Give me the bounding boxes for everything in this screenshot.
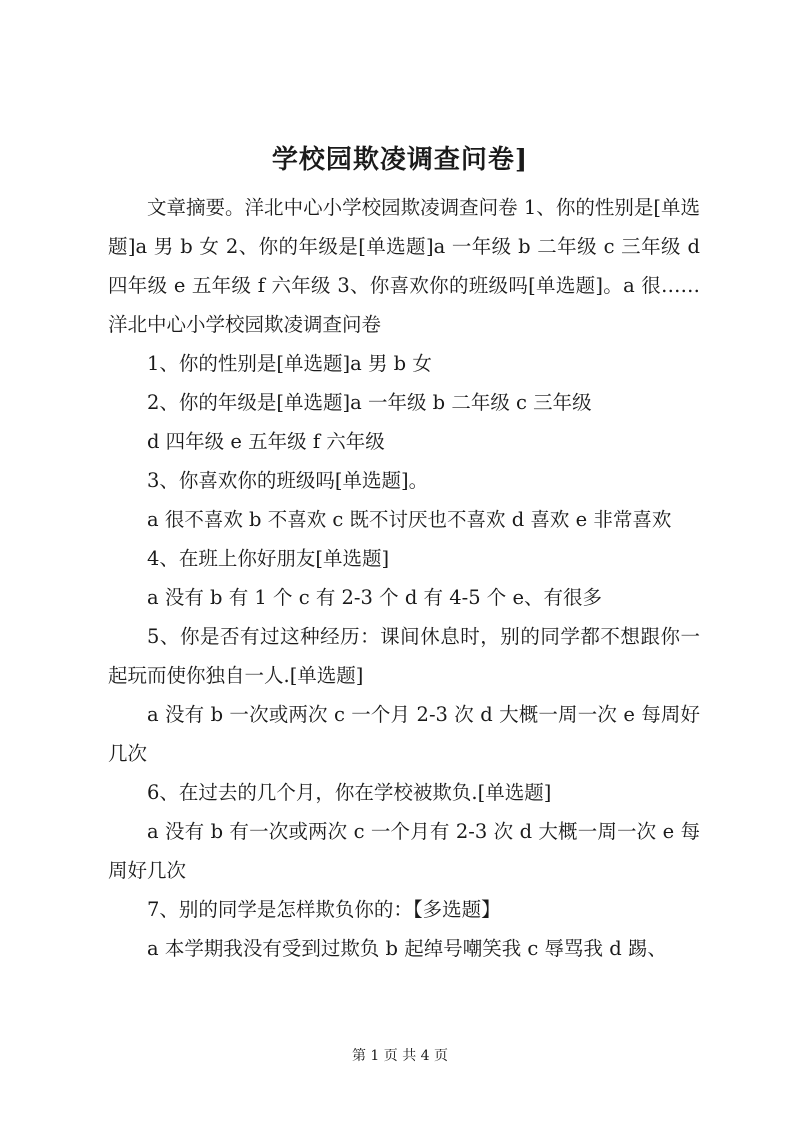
question-2-options: d 四年级 e 五年级 f 六年级 xyxy=(147,430,385,453)
question-5-options: a 没有 b 一次或两次 c 一个月 2-3 次 d 大概一周一次 e 每周好几次 xyxy=(108,703,700,765)
question-7: 7、别的同学是怎样欺负你的：【多选题】 xyxy=(147,898,501,921)
page-number-footer: 第 1 页 共 4 页 xyxy=(351,1048,449,1064)
question-4: 4、在班上你好朋友[单选题] xyxy=(147,547,390,570)
question-6-options: a 没有 b 有一次或两次 c 一个月有 2-3 次 d 大概一周一次 e 每周好几次 xyxy=(108,820,700,882)
document-body xyxy=(108,188,700,968)
question-3: 3、你喜欢你的班级吗[单选题]。 xyxy=(147,469,429,492)
question-5: 5、你是否有过这种经历：课间休息时，别的同学都不想跟你一起玩而使你独自一人.[单选题] xyxy=(108,625,700,687)
question-2: 2、你的年级是[单选题]a 一年级 b 二年级 c 三年级 xyxy=(147,391,592,414)
question-1: 1、你的性别是[单选题]a 男 b 女 xyxy=(147,352,432,375)
question-6: 6、在过去的几个月，你在学校被欺负.[单选题] xyxy=(147,781,552,804)
document-title: 学校园欺凌调查问卷] xyxy=(271,145,529,175)
summary-paragraph: 文章摘要。洋北中心小学校园欺凌调查问卷 1、你的性别是[单选题]a 男 b 女 2、你的年级是[单选题]a 一年级 b 二年级 c 三年级 d 四年级 e 五年级 f 六年级 3、你喜欢你的班级吗[单选题]。a 很……洋北中心小学校园欺凌调查问卷 xyxy=(108,196,700,336)
question-3-options: a 很不喜欢 b 不喜欢 c 既不讨厌也不喜欢 d 喜欢 e 非常喜欢 xyxy=(147,508,672,531)
question-4-options: a 没有 b 有 1 个 c 有 2-3 个 d 有 4-5 个 e、有很多 xyxy=(147,586,603,609)
question-7-options: a 本学期我没有受到过欺负 b 起绰号嘲笑我 c 辱骂我 d 踢、 xyxy=(147,937,667,960)
